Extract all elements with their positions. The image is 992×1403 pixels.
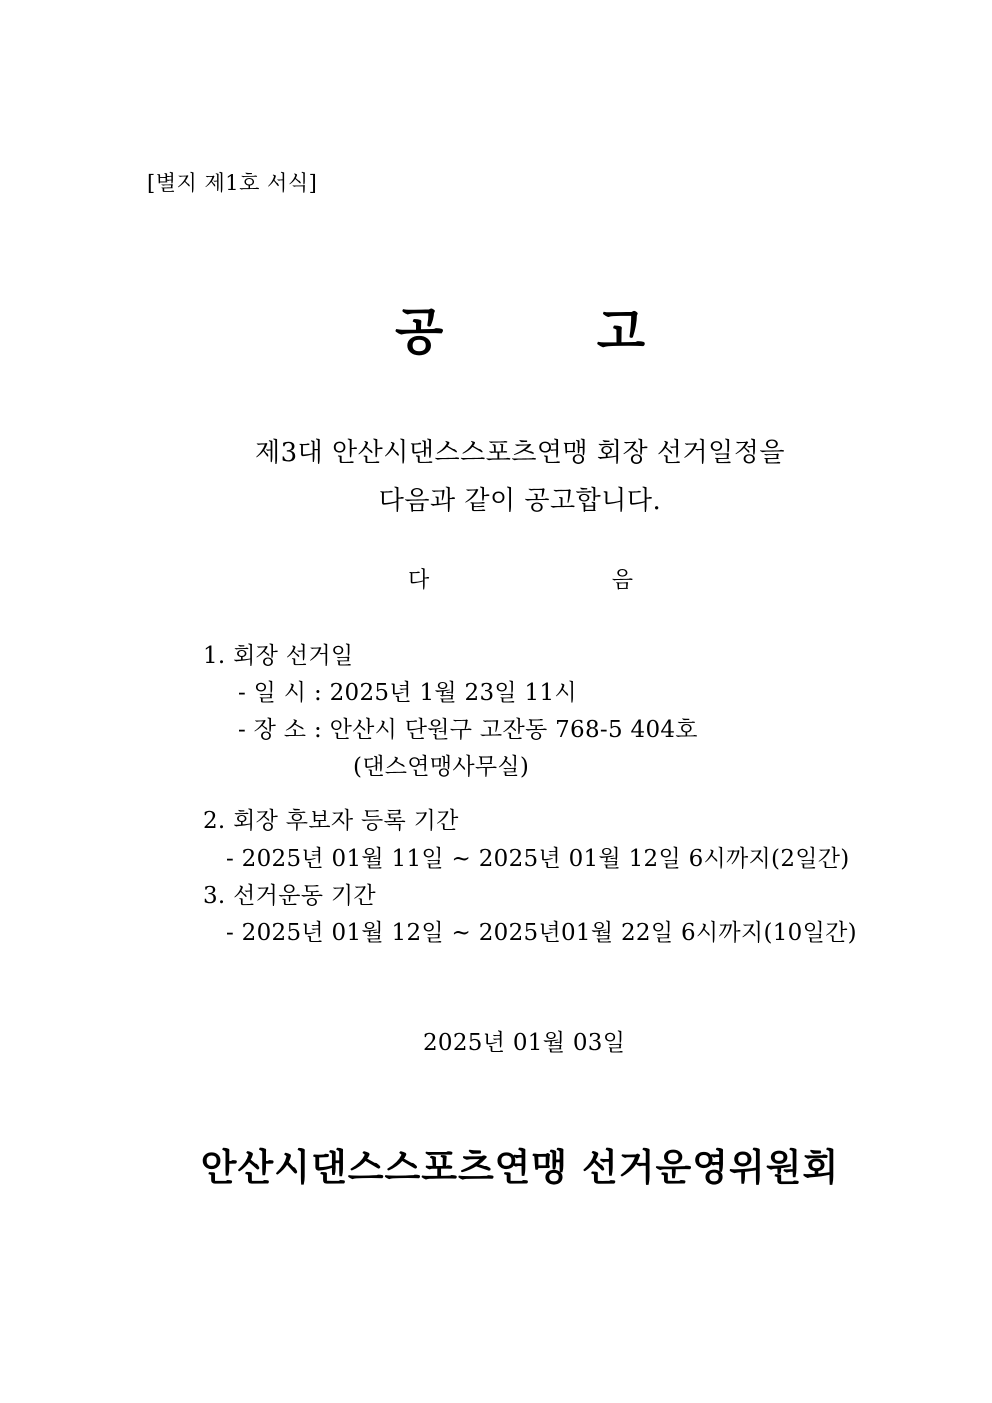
- note-heading: [408, 563, 633, 594]
- registration-heading: 2. 회장 후보자 등록 기간: [203, 808, 459, 834]
- election-day-heading: 1. 회장 선거일: [203, 643, 354, 669]
- note-heading-char-1: 다: [408, 568, 430, 593]
- intro-line-1: 제3대 안산시댄스스포츠연맹 회장 선거일정을: [254, 438, 786, 468]
- election-place-detail: (댄스연맹사무실): [353, 754, 530, 780]
- organization-name: 안산시댄스스포츠연맹 선거운영위원회: [200, 1145, 840, 1189]
- campaign-period: - 2025년 01월 12일 ~ 2025년01월 22일 6시까지(10일간): [226, 920, 857, 946]
- election-place: - 장 소 : 안산시 단원구 고잔동 768-5 404호: [238, 717, 698, 743]
- title-char-1: 공: [395, 302, 444, 361]
- announcement-date: 2025년 01월 03일: [423, 1030, 626, 1056]
- page-title: [395, 292, 645, 364]
- form-label: [별지 제1호 서식]: [147, 171, 318, 195]
- title-char-2: 고: [596, 302, 645, 361]
- intro-line-2: 다음과 같이 공고합니다.: [378, 486, 662, 516]
- note-heading-char-2: 음: [611, 568, 633, 593]
- registration-period: - 2025년 01월 11일 ~ 2025년 01월 12일 6시까지(2일간): [226, 846, 850, 872]
- campaign-heading: 3. 선거운동 기간: [203, 883, 376, 909]
- election-datetime: - 일 시 : 2025년 1월 23일 11시: [238, 680, 577, 706]
